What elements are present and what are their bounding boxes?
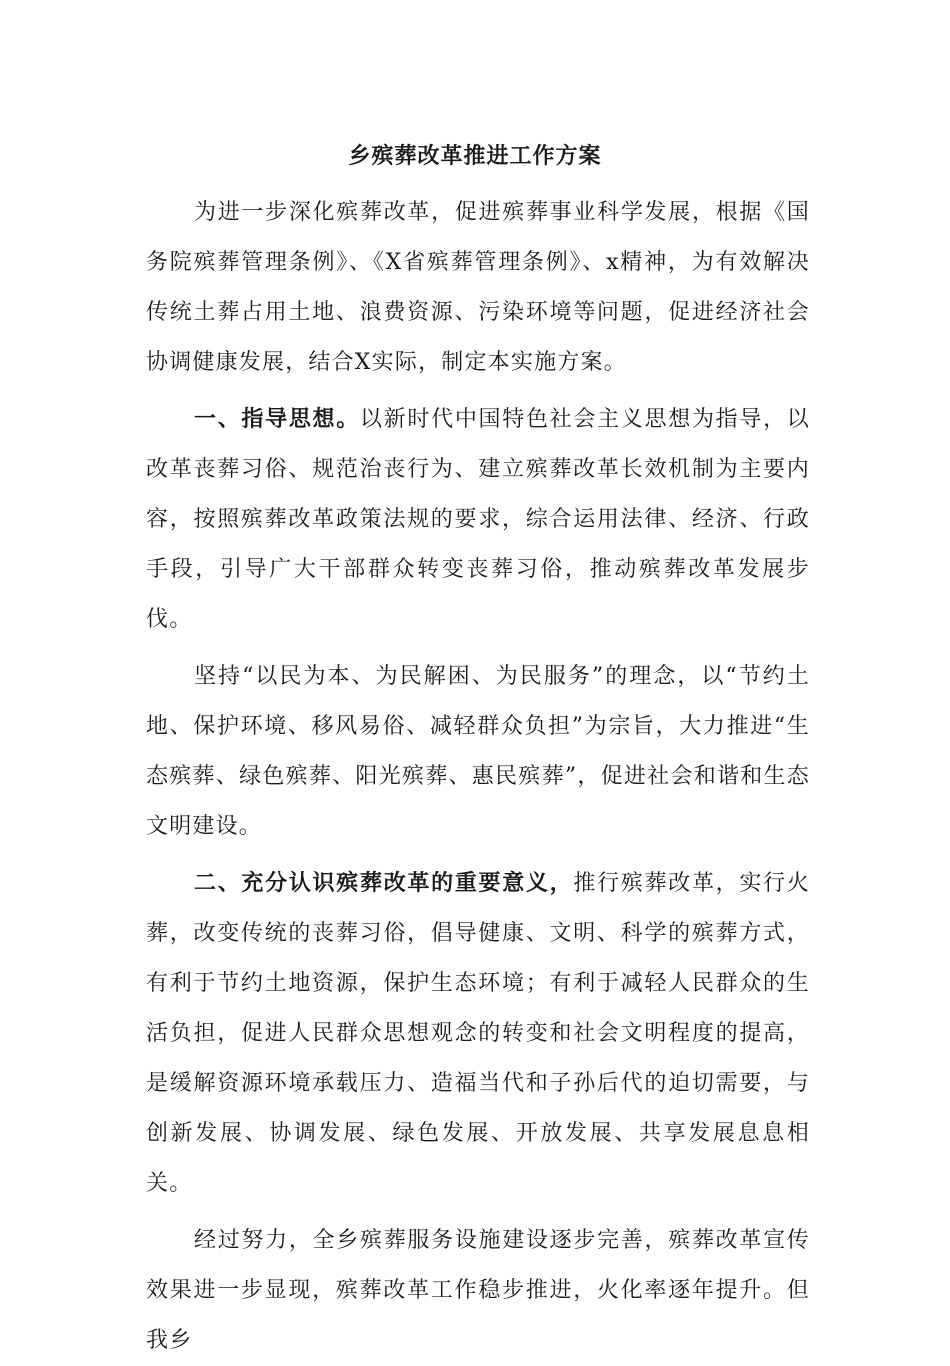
document-title: 乡殡葬改革推进工作方案 xyxy=(348,143,602,169)
paragraph-progress xyxy=(146,1215,810,1366)
paragraph-text: 推行殡葬改革，实行火葬，改变传统的丧葬习俗，倡导健康、文明、科学的殡葬方式，有利于节约土地资源，保护生态环境；有利于减轻人民群众的生活负担，促进人民群众思想观念的转变和社会文明程度的提高，是缓解资源环境承载压力、造福当代和子孙后代的迫切需要，与创新发展、协调发展、绿色发展、开放发展、共享发展息息相关。 xyxy=(146,871,810,1196)
paragraph-lead: 一、指导思想。 xyxy=(194,406,360,432)
paragraph-text: 为进一步深化殡葬改革，促进殡葬事业科学发展，根据《国务院殡葬管理条例》、《X省殡葬管理条例》、x精神，为有效解决传统土葬占用土地、浪费资源、污染环境等问题，促进经济社会协调健康发展，结合X实际，制定本实施方案。 xyxy=(146,200,810,375)
paragraph-significance xyxy=(146,858,810,1209)
document-body xyxy=(146,187,810,1366)
paragraph-guiding-ideology xyxy=(146,394,810,645)
paragraph-text: 经过努力，全乡殡葬服务设施建设逐步完善，殡葬改革宣传效果进一步显现，殡葬改革工作稳步推进，火化率逐年提升。但我乡 xyxy=(146,1228,810,1353)
paragraph-intro xyxy=(146,187,810,388)
paragraph-lead: 二、充分认识殡葬改革的重要意义， xyxy=(194,870,574,896)
paragraph-text: 坚持“以民为本、为民解困、为民服务”的理念，以“节约土地、保护环境、移风易俗、减轻群众负担”为宗旨，大力推进“生态殡葬、绿色殡葬、阳光殡葬、惠民殡葬”，促进社会和谐和生态文明建设。 xyxy=(146,664,810,839)
paragraph-text: 以新时代中国特色社会主义思想为指导，以改革丧葬习俗、规范治丧行为、建立殡葬改革长效机制为主要内容，按照殡葬改革政策法规的要求，综合运用法律、经济、行政手段，引导广大干部群众转变丧葬习俗，推动殡葬改革发展步伐。 xyxy=(146,407,810,632)
paragraph-principles xyxy=(146,651,810,852)
